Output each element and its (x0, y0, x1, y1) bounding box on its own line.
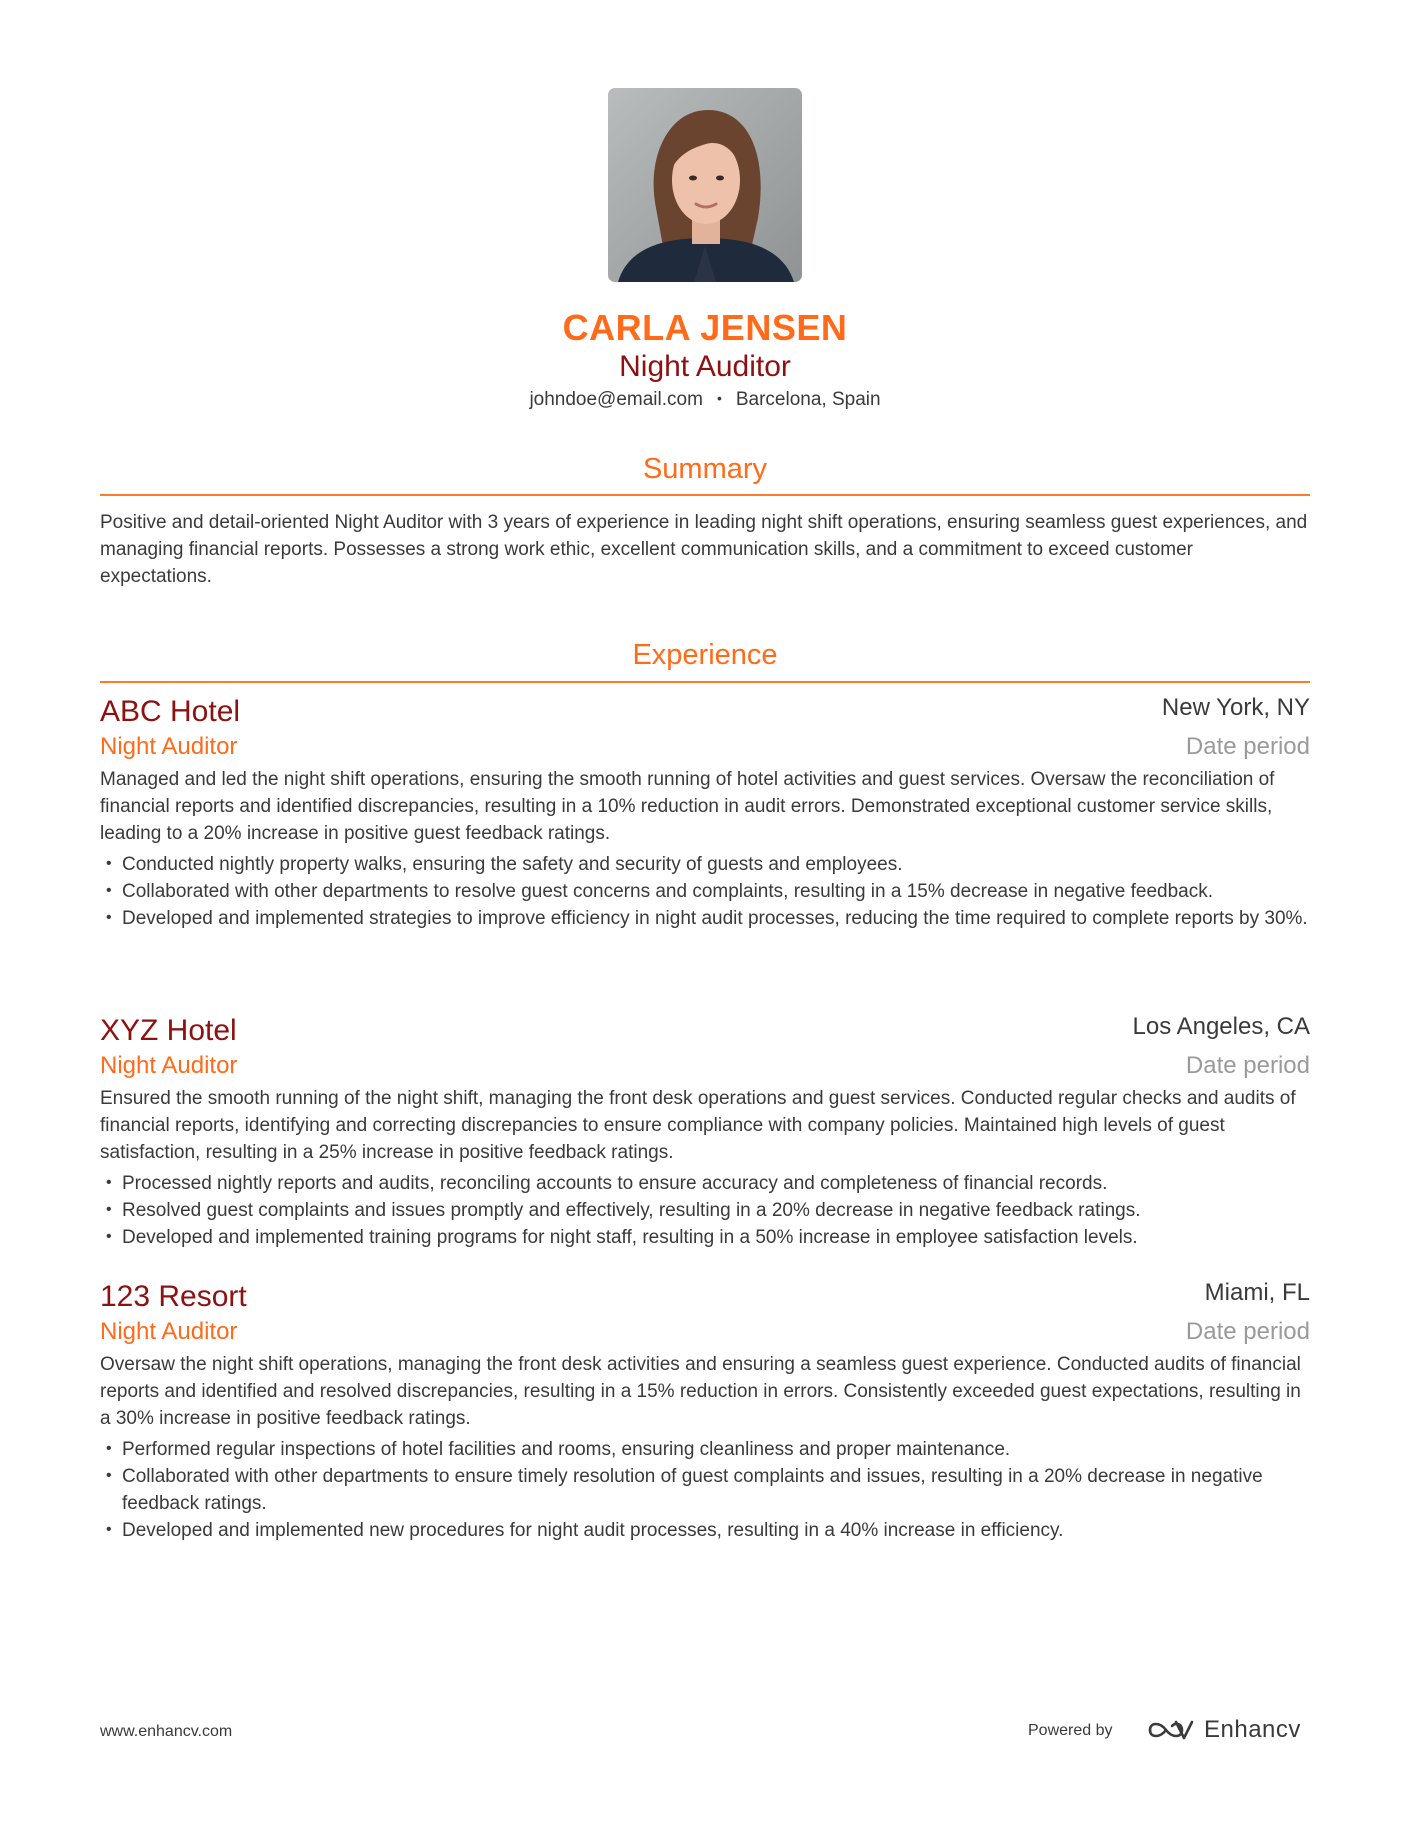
job-entry-xyz-hotel (100, 1013, 1310, 1251)
job-bullets (100, 1436, 1310, 1544)
bullet-item: • Collaborated with other departments to resolve guest concerns and complaints, resulting in a 15% decrease in negative feedback. (100, 878, 1310, 905)
enhancv-brand[interactable] (1146, 1710, 1301, 1750)
job-company: 123 Resort (100, 1280, 247, 1313)
job-bullets (100, 1170, 1310, 1251)
job-role: Night Auditor (100, 733, 238, 760)
job-role: Night Auditor (100, 1318, 238, 1345)
job-role: Night Auditor (100, 1052, 238, 1079)
contact-email[interactable]: johndoe@email.com (529, 389, 703, 410)
profile-photo (608, 88, 802, 282)
job-entry-123-resort (100, 1279, 1310, 1544)
job-date: Date period (1185, 1318, 1310, 1345)
job-entry-abc-hotel (100, 694, 1310, 932)
bullet-item: • Developed and implemented strategies to improve efficiency in night audit processes, reducing the time required to complete reports by 30%. (100, 905, 1310, 932)
bullet-item: • Developed and implemented new procedures for night audit processes, resulting in a 40% increase in efficiency. (100, 1517, 1310, 1544)
powered-by-label: Powered by (1028, 1722, 1113, 1739)
job-date: Date period (1185, 733, 1310, 760)
candidate-name: CARLA JENSEN (562, 307, 848, 348)
summary-divider (100, 494, 1310, 496)
experience-heading: Experience (632, 639, 778, 671)
bullet-item: • Performed regular inspections of hotel facilities and rooms, ensuring cleanliness and proper maintenance. (100, 1436, 1310, 1463)
contact-line (100, 385, 1310, 413)
footer-url-link[interactable]: www.enhancv.com (100, 1723, 233, 1740)
summary-text: Positive and detail-oriented Night Auditor with 3 years of experience in leading night shift operations, ensuring seamless guest experiences, and managing financial reports. Possesses a strong work ethic, excellent communication skills, and a commitment to exceed customer expectations. (100, 512, 1308, 587)
job-description: Oversaw the night shift operations, managing the front desk activities and ensuring a seamless guest experience. Conducted audits of financial reports and identified and resolved discrepancies, resulting in a 15% reduction in errors. Consistently exceeded guest expectations, resulting in a 30% increase in positive feedback ratings. (100, 1354, 1301, 1429)
job-description: Managed and led the night shift operations, ensuring the smooth running of hotel activities and guest services. Oversaw the reconciliation of financial reports and identified discrepancies, resulting in a 10% reduction in audit errors. Demonstrated exceptional customer service skills, leading to a 20% increase in positive guest feedback ratings. (100, 769, 1275, 844)
job-location: New York, NY (1161, 694, 1310, 721)
candidate-title: Night Auditor (619, 350, 791, 383)
experience-divider (100, 681, 1310, 683)
job-bullets (100, 851, 1310, 932)
job-description: Ensured the smooth running of the night shift, managing the front desk operations and guest services. Conducted regular checks and audits of financial reports, identifying and correcting discrepancies to ensure compliance with company policies. Maintained high levels of guest satisfaction, resulting in a 25% increase in positive feedback ratings. (100, 1088, 1296, 1163)
summary-heading: Summary (642, 453, 768, 485)
resume-page (100, 0, 1310, 1826)
contact-location: Barcelona, Spain (735, 389, 881, 410)
enhancv-brand-name: Enhancv (1204, 1716, 1301, 1743)
job-location: Los Angeles, CA (1132, 1013, 1310, 1040)
bullet-item: • Developed and implemented training programs for night staff, resulting in a 50% increase in employee satisfaction levels. (100, 1224, 1310, 1251)
job-date: Date period (1185, 1052, 1310, 1079)
job-location: Miami, FL (1204, 1279, 1310, 1306)
bullet-item: • Processed nightly reports and audits, reconciling accounts to ensure accuracy and completeness of financial records. (100, 1170, 1310, 1197)
job-company: ABC Hotel (100, 695, 241, 728)
enhancv-logo-icon (1146, 1716, 1194, 1744)
contact-separator: • (716, 390, 722, 406)
bullet-item: • Collaborated with other departments to ensure timely resolution of guest complaints and issues, resulting in a 20% decrease in negative feedback ratings. (100, 1463, 1310, 1517)
bullet-item: • Resolved guest complaints and issues promptly and effectively, resulting in a 20% decrease in negative feedback ratings. (100, 1197, 1310, 1224)
job-company: XYZ Hotel (100, 1014, 237, 1047)
bullet-item: • Conducted nightly property walks, ensuring the safety and security of guests and employees. (100, 851, 1310, 878)
